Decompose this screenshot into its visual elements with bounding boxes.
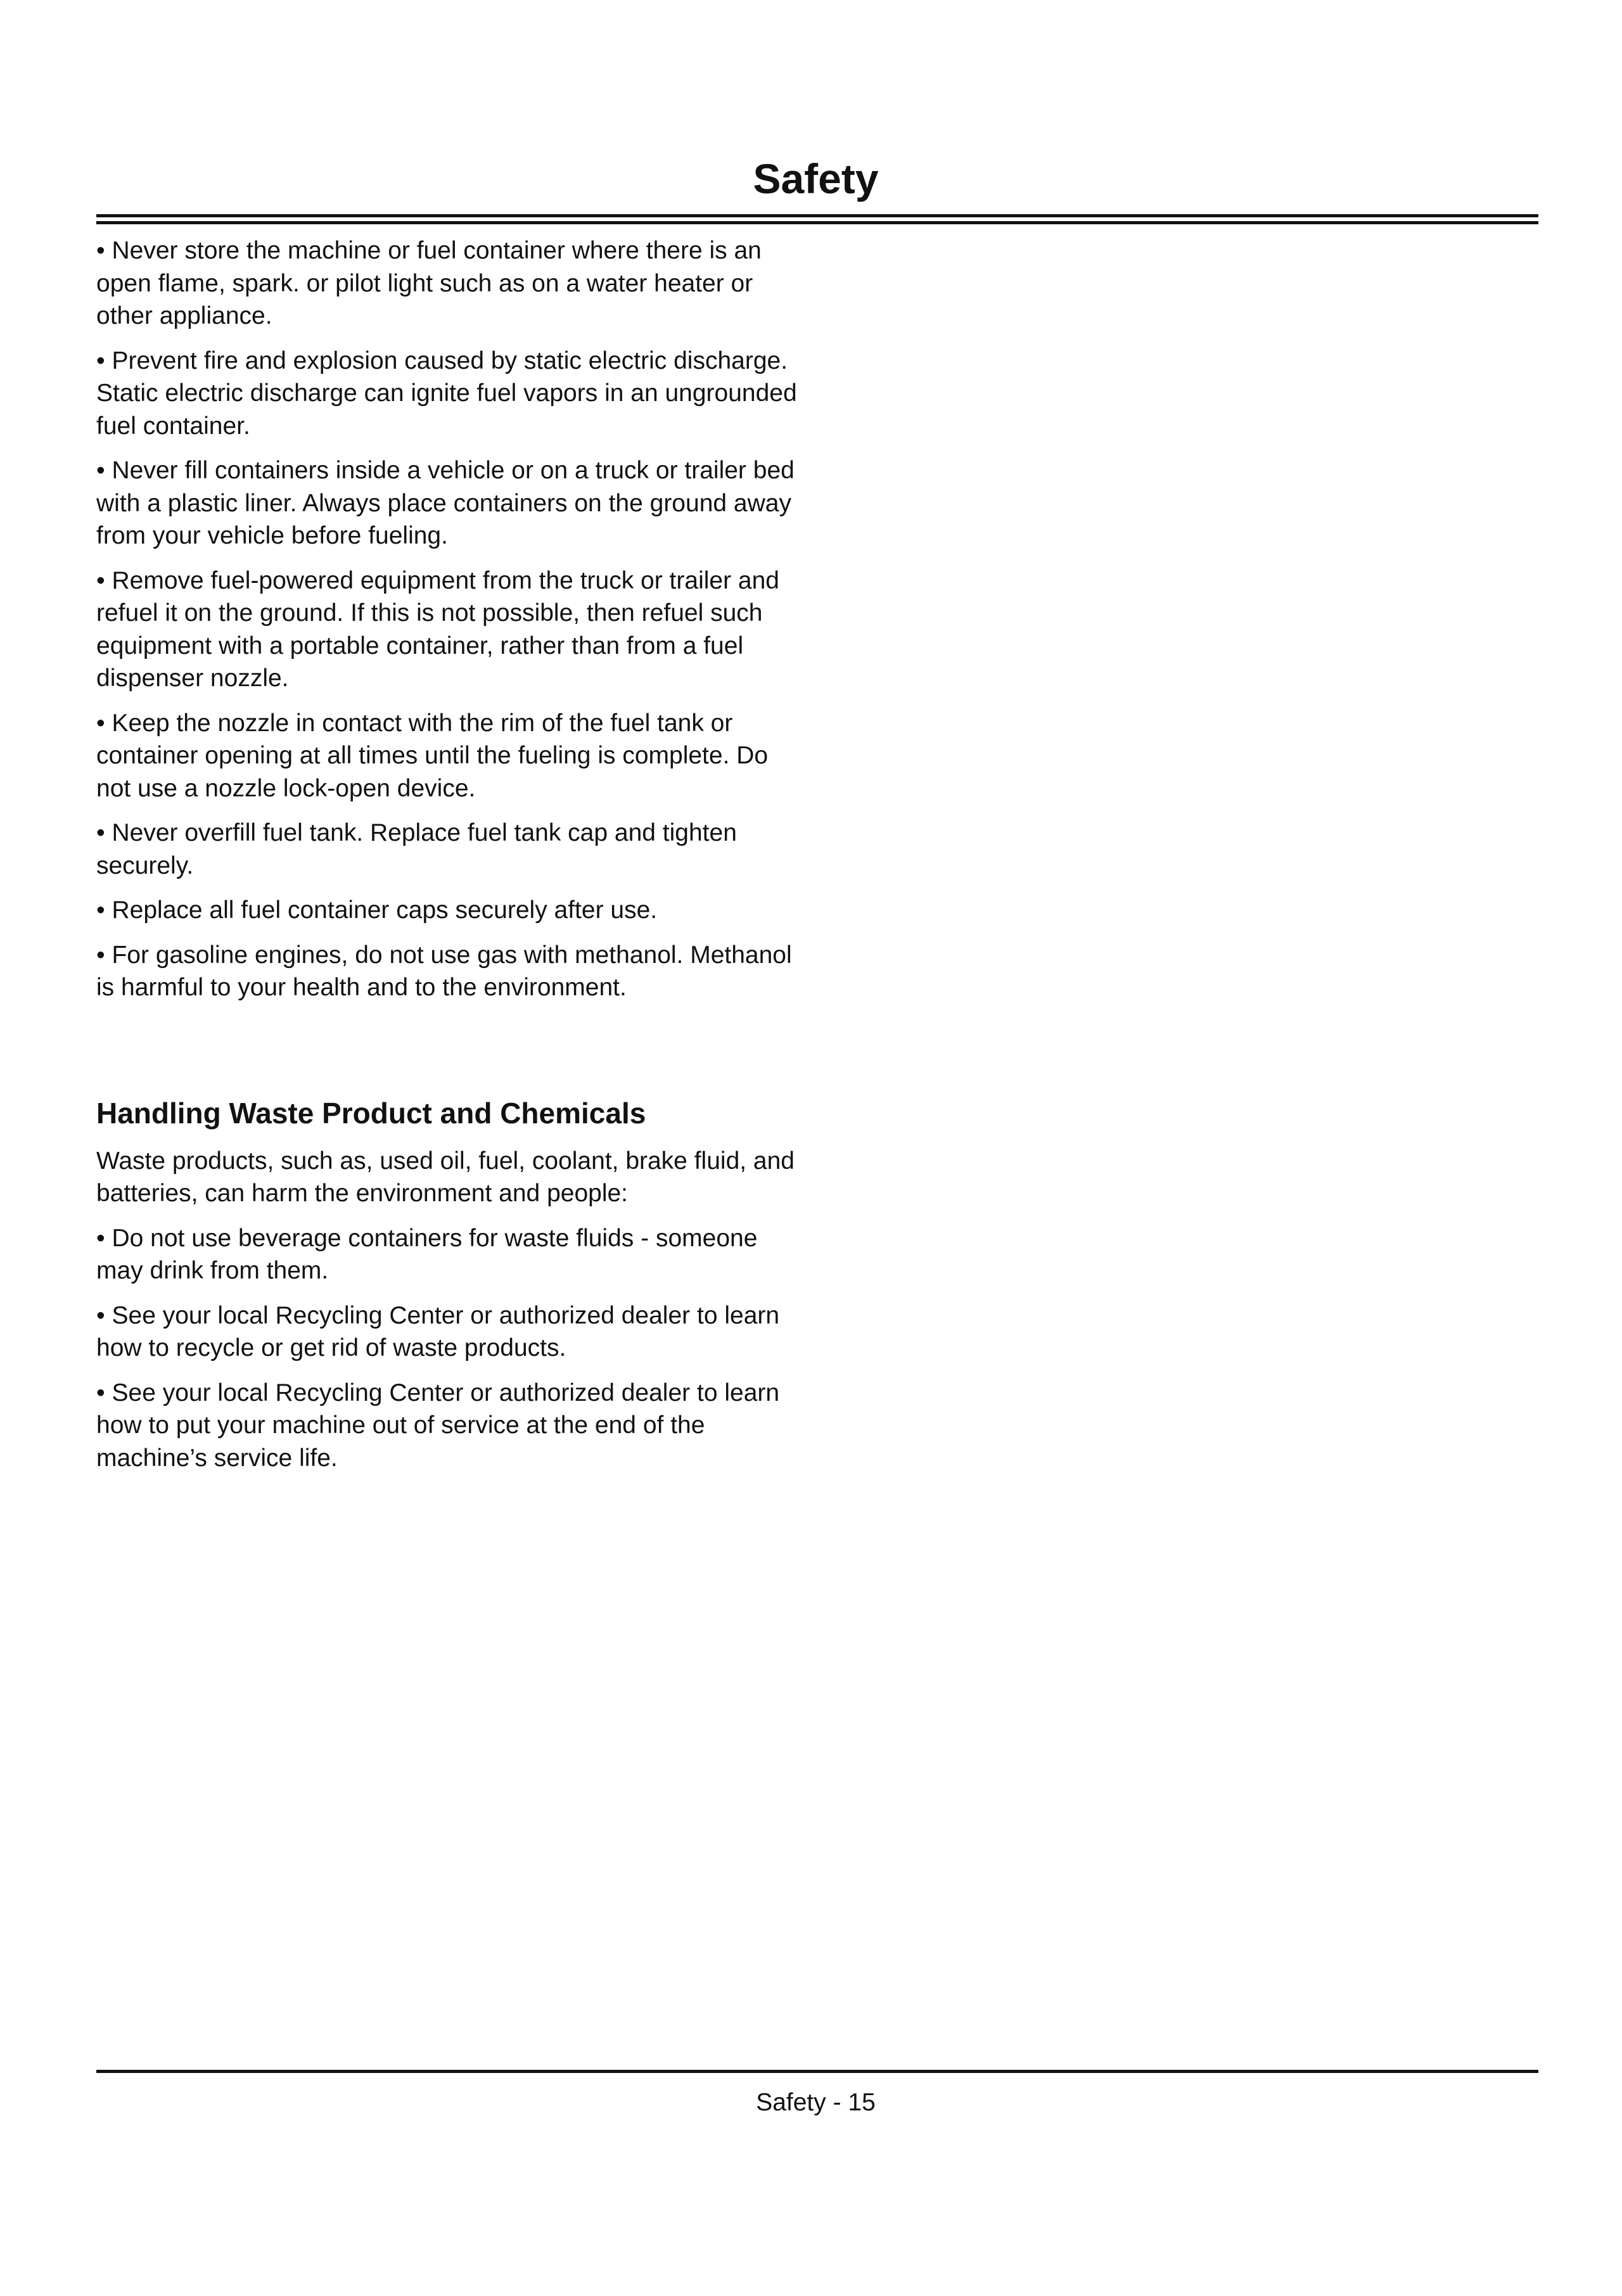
footer-divider	[96, 2070, 1538, 2073]
content-column	[96, 234, 800, 1486]
waste-bullet: • See your local Recycling Center or authorized dealer to learn how to put your machine out of service at the end of the machine’s service life.	[96, 1379, 780, 1472]
fuel-safety-bullet: • Keep the nozzle in contact with the rim of the fuel tank or container opening at all times until the fueling is complete. Do not use a nozzle lock-open device.	[96, 709, 769, 802]
fuel-safety-bullet: • For gasoline engines, do not use gas with methanol. Methanol is harmful to your health and to the environment.	[96, 941, 792, 1001]
fuel-safety-bullet: • Replace all fuel container caps securely after use.	[96, 896, 658, 924]
fuel-safety-bullet: • Prevent fire and explosion caused by static electric discharge. Static electric discharge can ignite fuel vapors in an ungrounded fuel container.	[96, 347, 797, 440]
fuel-safety-bullet: • Remove fuel-powered equipment from the truck or trailer and refuel it on the ground. If this is not possible, then refuel such equipment with a portable container, rather than from a fuel dispenser nozzle.	[96, 566, 779, 692]
page-number: Safety - 15	[756, 2089, 876, 2116]
fuel-safety-bullet: • Never overfill fuel tank. Replace fuel tank cap and tighten securely.	[96, 819, 737, 879]
fuel-safety-bullet: • Never fill containers inside a vehicle or on a truck or trailer bed with a plastic liner. Always place containers on the ground away from your vehicle before fueling.	[96, 457, 795, 549]
section-heading-waste: Handling Waste Product and Chemicals	[96, 1096, 646, 1130]
fuel-safety-bullet: • Never store the machine or fuel container where there is an open flame, spark. or pilot light such as on a water heater or other appliance.	[96, 237, 762, 329]
waste-intro: Waste products, such as, used oil, fuel, coolant, brake fluid, and batteries, can harm the environment and people:	[96, 1147, 795, 1207]
title-divider	[96, 214, 1538, 224]
waste-bullet: • See your local Recycling Center or authorized dealer to learn how to recycle or get rid of waste products.	[96, 1301, 780, 1362]
waste-bullet: • Do not use beverage containers for waste fluids - someone may drink from them.	[96, 1224, 758, 1284]
page-title: Safety	[753, 155, 879, 202]
